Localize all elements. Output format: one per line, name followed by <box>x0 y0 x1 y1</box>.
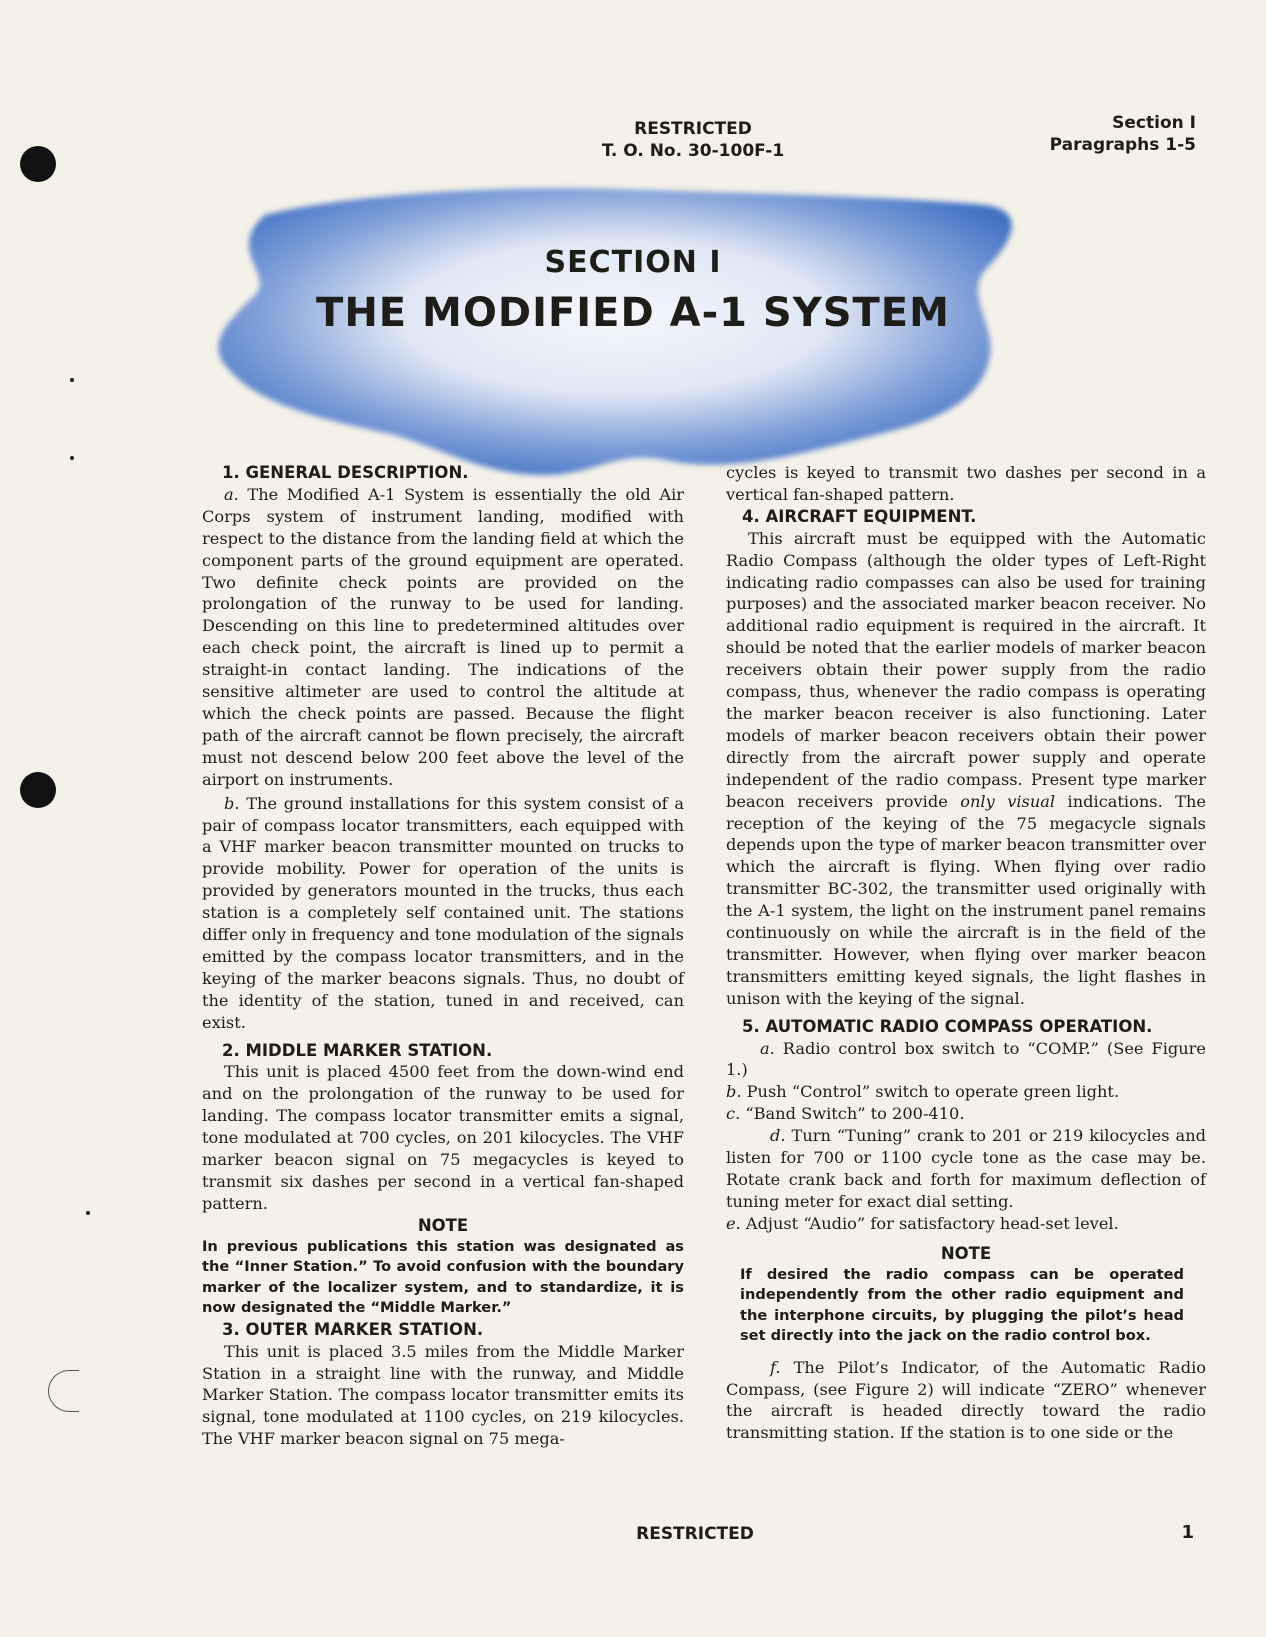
heading-general-description: 1. GENERAL DESCRIPTION. <box>222 463 469 482</box>
binder-hole-top <box>20 146 56 182</box>
paragraph-3-continued: cycles is keyed to transmit two dashes per second in a vertical fan-shaped pattern. <box>726 463 1206 504</box>
note-heading: NOTE <box>417 1215 469 1235</box>
step-f <box>726 1357 1206 1445</box>
note-body: In previous publications this station was designated as the “Inner Station.” To avoid confusion with the boundary marker of the localizer system, and to standardize, it is now designated the “Middle Marker.” <box>202 1237 684 1317</box>
subpara-letter: a. <box>760 1038 775 1058</box>
paragraph-4 <box>726 528 1206 1010</box>
step-text: Push “Control” switch to operate green light. <box>741 1082 1120 1102</box>
header-to-number: T. O. No. 30-100F-1 <box>601 141 785 161</box>
heading-outer-marker: 3. OUTER MARKER STATION. <box>222 1319 484 1339</box>
margin-mark <box>70 456 74 460</box>
step-d <box>726 1125 1206 1213</box>
paragraph-1b <box>202 793 684 1034</box>
step-text: The Pilot’s Indicator, of the Automatic Radio Compass, (see Figure 2) will indicate “ZERO” whenever the aircraft is headed directly toward the radio transmitting station. If the station is to one side or the <box>726 1357 1206 1443</box>
header-center <box>533 118 853 162</box>
section-title: THE MODIFIED A-1 SYSTEM <box>316 290 950 336</box>
subpara-letter: c. <box>726 1104 741 1124</box>
footer-restricted: RESTRICTED <box>636 1524 754 1544</box>
section-label: SECTION I <box>544 245 722 280</box>
step-a <box>726 1038 1206 1082</box>
binder-hole-middle <box>20 772 56 808</box>
subpara-letter: b. <box>224 793 240 813</box>
paragraph-text: indications. The reception of the keying of the 75 megacycle signals depends upon the type of marker beacon transmitter over which the aircraft is flying. When flying over radio transmitter BC-302, the transmitter used originally with the A-1 system, the light on the instrument panel remains continuously on while the aircraft is in the field of the transmitter. However, when flying over marker beacon transmitters emitting keyed signals, the light flashes in unison with the keying of the signal. <box>726 791 1206 1008</box>
subpara-letter: a. <box>224 484 239 504</box>
subpara-letter: f. <box>770 1357 781 1377</box>
step-text: Adjust “Audio” for satisfactory head-set level. <box>740 1213 1119 1233</box>
header-section: Section I <box>1112 113 1196 133</box>
header-paragraphs: Paragraphs 1-5 <box>1049 135 1196 155</box>
step-text: Radio control box switch to “COMP.” (See Figure 1.) <box>726 1038 1206 1080</box>
paragraph-2: This unit is placed 4500 feet from the down-wind end and on the prolongation of the runway to be used for landing. The compass locator transmitter emits a signal, tone modulated at 700 cycles, on 201 kilocycles. The VHF marker beacon signal on 75 megacycles is keyed to transmit six dashes per second in a vertical fan-shaped pattern. <box>202 1062 684 1213</box>
step-b <box>726 1081 1206 1103</box>
paragraph-text: This aircraft must be equipped with the Automatic Radio Compass (although the older types of Left-Right indicating radio compasses can also be used for training purposes) and the associated marker beacon receiver. No additional radio equipment is required in the aircraft. It should be noted that the earlier models of marker beacon receivers obtain their power supply from the radio compass, thus, whenever the radio compass is operating the marker beacon receiver is also functioning. Later models of marker beacon receivers obtain their power directly from the aircraft power supply and operate independent of the radio compass. Present type marker beacon receivers provide <box>726 528 1206 811</box>
step-e <box>726 1213 1206 1235</box>
subpara-letter: d. <box>770 1126 786 1146</box>
right-column <box>726 462 1206 1444</box>
header-right <box>956 112 1196 156</box>
heading-radio-compass-operation: 5. AUTOMATIC RADIO COMPASS OPERATION. <box>742 1016 1153 1036</box>
step-c <box>726 1103 1206 1125</box>
left-column <box>202 462 684 1450</box>
page-number: 1 <box>1181 1522 1194 1543</box>
heading-middle-marker: 2. MIDDLE MARKER STATION. <box>222 1040 493 1060</box>
step-text: Turn “Tuning” crank to 201 or 219 kilocycles and listen for 700 or 1100 cycle tone as the case may be. Rotate crank back and forth for maximum deflection of tuning meter for exact dial setting. <box>726 1126 1206 1211</box>
paragraph-text: The Modified A-1 System is essentially the old Air Corps system of instrument landing, modified with respect to the distance from the landing field at which the component parts of the ground equipment are operated. Two definite check points are provided on the prolongation of the runway to be used for landing. Descending on this line to predetermined altitudes over each check point, the aircraft is lined up to permit a straight-in contact landing. The indications of the sensitive altimeter are used to control the altitude at which the check points are passed. Because the flight path of the aircraft cannot be flown precisely, the aircraft must not descend below 200 feet above the level of the airport on instruments. <box>202 484 684 789</box>
header-restricted: RESTRICTED <box>634 119 752 139</box>
subpara-letter: e. <box>726 1213 741 1233</box>
paragraph-3: This unit is placed 3.5 miles from the Middle Marker Station in a straight line with the runway, and Middle Marker Station. The compass locator transmitter emits its signal, tone modulated at 1100 cycles, on 219 kilocycles. The VHF marker beacon signal on 75 mega- <box>202 1341 684 1449</box>
emphasis-text: only visual <box>960 791 1056 811</box>
subpara-letter: b. <box>726 1082 742 1102</box>
note-heading: NOTE <box>940 1243 992 1263</box>
paragraph-text: The ground installations for this system consist of a pair of compass locator transmitters, each equipped with a VHF marker beacon transmitter mounted on trucks to provide mobility. Power for operation of the units is provided by generators mounted in the trucks, thus each station is a completely self contained unit. The stations differ only in frequency and tone modulation of the signals emitted by the compass locator transmitters, and in the keying of the marker beacons signals. Thus, no doubt of the identity of the station, tuned in and received, can exist. <box>202 793 684 1032</box>
step-text: “Band Switch” to 200-410. <box>740 1104 965 1124</box>
heading-aircraft-equipment: 4. AIRCRAFT EQUIPMENT. <box>742 506 977 526</box>
paragraph-1a <box>202 484 684 791</box>
binder-hole-bottom <box>48 1370 79 1412</box>
margin-mark <box>86 1211 90 1215</box>
margin-mark <box>70 378 74 382</box>
note-body: If desired the radio compass can be operated independently from the other radio equipment and the interphone circuits, by plugging the pilot’s head set directly into the jack on the radio control box. <box>740 1265 1184 1345</box>
